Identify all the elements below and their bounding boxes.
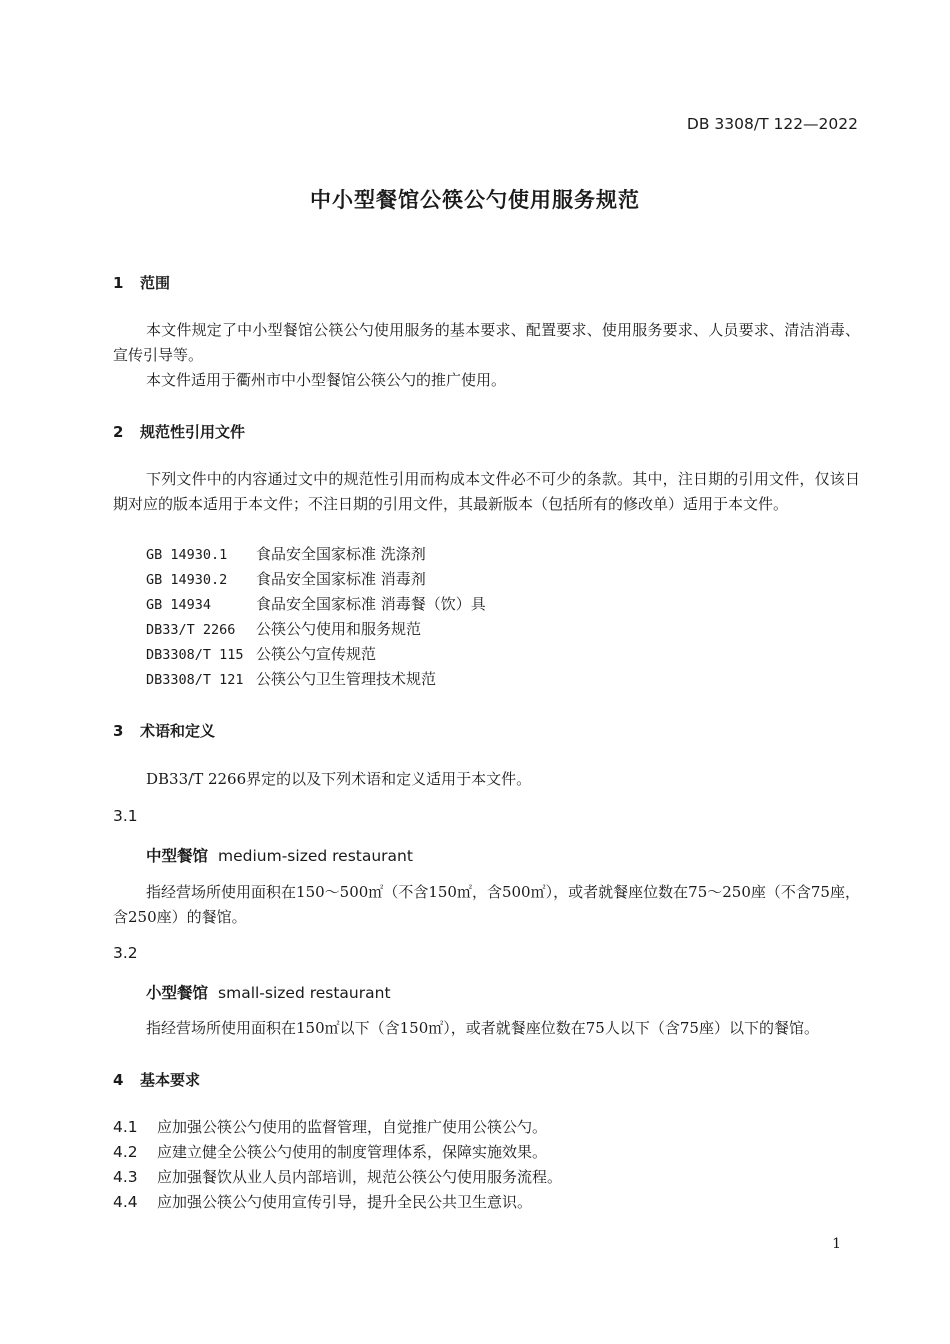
item-number: 4.1 <box>113 1118 138 1136</box>
item-text: 应加强餐饮从业人员内部培训，规范公筷公勺使用服务流程。 <box>157 1168 563 1186</box>
reference-item <box>146 642 376 668</box>
reference-title: 食品安全国家标准 洗涤剂 <box>256 545 426 563</box>
section-3-intro: DB33/T 2266界定的以及下列术语和定义适用于本文件。 <box>146 770 532 788</box>
list-item <box>113 1190 532 1215</box>
list-item <box>113 1115 547 1140</box>
reference-code: GB 14934 <box>146 597 212 613</box>
term-chinese: 小型餐馆 <box>146 984 209 1002</box>
reference-item <box>146 592 486 618</box>
item-text: 应加强公筷公勺使用宣传引导，提升全民公共卫生意识。 <box>157 1193 533 1211</box>
section-title: 规范性引用文件 <box>140 423 246 441</box>
section-1-heading <box>113 272 170 293</box>
section-1-paragraph-2: 本文件适用于衢州市中小型餐馆公筷公勺的推广使用。 <box>146 371 507 389</box>
reference-code: DB3308/T 115 <box>146 647 244 663</box>
item-number: 4.2 <box>113 1143 138 1161</box>
term-english: medium-sized restaurant <box>218 847 413 865</box>
reference-item <box>146 667 436 693</box>
section-number: 2 <box>113 423 124 441</box>
term-chinese: 中型餐馆 <box>146 847 209 865</box>
page-number: 1 <box>832 1236 841 1252</box>
reference-item <box>146 567 426 593</box>
reference-code: DB33/T 2266 <box>146 622 236 638</box>
term-heading <box>146 981 391 1003</box>
reference-item <box>146 542 426 568</box>
reference-title: 食品安全国家标准 消毒餐（饮）具 <box>256 595 486 613</box>
term-definition: 指经营场所使用面积在150～500㎡（不含150㎡，含500㎡），或者就餐座位数在75～250座（不含75座，含250座）的餐馆。 <box>113 883 860 926</box>
reference-code: GB 14930.2 <box>146 572 228 588</box>
term-number: 3.2 <box>113 944 138 962</box>
reference-title: 公筷公勺宣传规范 <box>256 645 377 663</box>
section-number: 1 <box>113 274 124 292</box>
page-title: 中小型餐馆公筷公勺使用服务规范 <box>310 188 640 212</box>
term-english: small-sized restaurant <box>218 984 391 1002</box>
section-2-intro: 下列文件中的内容通过文中的规范性引用而构成本文件必不可少的条款。其中，注日期的引用文件，仅该日期对应的版本适用于本文件；不注日期的引用文件，其最新版本（包括所有的修改单）适用于本文件。 <box>113 470 860 513</box>
list-item <box>113 1140 547 1165</box>
item-number: 4.4 <box>113 1193 138 1211</box>
section-number: 3 <box>113 722 124 740</box>
section-title: 术语和定义 <box>140 722 216 740</box>
section-4-heading <box>113 1069 200 1090</box>
reference-item <box>146 617 421 643</box>
term-heading <box>146 844 413 866</box>
section-title: 基本要求 <box>140 1071 201 1089</box>
section-1-paragraph-1: 本文件规定了中小型餐馆公筷公勺使用服务的基本要求、配置要求、使用服务要求、人员要求、清洁消毒、宣传引导等。 <box>113 321 860 364</box>
item-text: 应建立健全公筷公勺使用的制度管理体系，保障实施效果。 <box>157 1143 548 1161</box>
reference-title: 公筷公勺使用和服务规范 <box>256 620 422 638</box>
section-2-heading <box>113 421 245 442</box>
term-number: 3.1 <box>113 807 138 825</box>
item-text: 应加强公筷公勺使用的监督管理，自觉推广使用公筷公勺。 <box>157 1118 548 1136</box>
reference-code: DB3308/T 121 <box>146 672 244 688</box>
reference-title: 公筷公勺卫生管理技术规范 <box>256 670 437 688</box>
section-number: 4 <box>113 1071 124 1089</box>
section-title: 范围 <box>140 274 171 292</box>
item-number: 4.3 <box>113 1168 138 1186</box>
reference-code: GB 14930.1 <box>146 547 228 563</box>
list-item <box>113 1165 562 1190</box>
document-number: DB 3308/T 122—2022 <box>686 115 858 133</box>
section-3-heading <box>113 720 215 741</box>
term-definition: 指经营场所使用面积在150㎡以下（含150㎡），或者就餐座位数在75人以下（含75座）以下的餐馆。 <box>146 1019 819 1037</box>
reference-title: 食品安全国家标准 消毒剂 <box>256 570 426 588</box>
